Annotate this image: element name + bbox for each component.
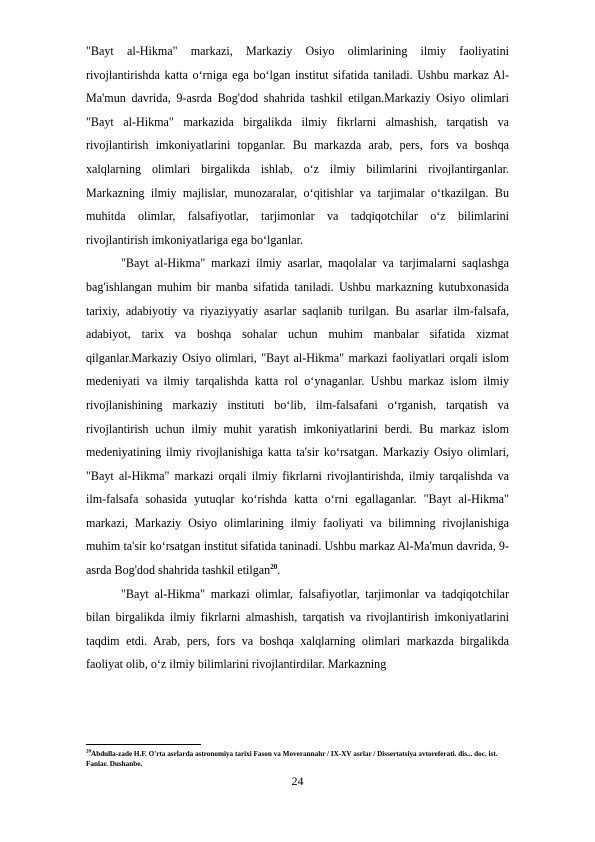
paragraph-1-text: "Bayt al-Hikma" markazi, Markaziy Osiyo olimlarining ilmiy faoliyatini rivojlantirishda katta o‘rniga ega bo‘lgan institut sifatida taniladi. Ushbu markaz Al-Ma'mun davrida, 9-asrda Bog'dod shahrida tashkil etilgan.Markaziy Osiyo olimlari "Bayt al-Hikma" markazida birgalikda ilmiy fikrlarni almashish, tarqatish va rivojlantirish imkoniyatlarini topganlar. Bu markazda arab, pers, fors va boshqa xalqlarning olimlari birgalikda ishlab, o‘z ilmiy bilimlarini rivojlantirganlar. Markazning ilmiy majlislar, munozaralar, o‘qitishlar va tarjimalar o‘tkazilgan. Bu muhitda olimlar, falsafiyotlar, tarjimonlar va tadqiqotchilar o‘z bilimlarini rivojlantirish imkoniyatlariga ega bo‘lganlar.	[86, 44, 509, 247]
paragraph-2-text: "Bayt al-Hikma" markazi ilmiy asarlar, maqolalar va tarjimalarni saqlashga bag'ishlangan muhim bir manba sifatida taniladi. Ushbu markazning kutubxonasida tarixiy, adabiyotiy va riyaziyyatiy asarlar saqlanib turilgan. Bu asarlar ilm-falsafa, adabiyot, tarix va boshqa sohalar uchun muhim manbalar sifatida xizmat qilganlar.Markaziy Osiyo olimlari, "Bayt al-Hikma" markazi faoliyatlari orqali islom medeniyati va ilmiy tarqalishda katta rol o‘ynaganlar. Ushbu markaz islom ilmiy rivojlanishining markaziy instituti bo‘lib, ilm-falsafani o‘rganish, tarqatish va rivojlantirish uchun ilmiy muhit yaratish imkoniyatlarini berdi. Bu markaz islom medeniyatining ilmiy rivojlanishiga katta ta'sir ko‘rsatgan. Markaziy Osiyo olimlari, "Bayt al-Hikma" markazi orqali ilmiy fikrlarni rivojlantirishda, ilmiy tarqalishda va ilm-falsafa sohasida yutuqlar ko‘rishda katta o‘rni egallaganlar. "Bayt al-Hikma" markazi, Markaziy Osiyo olimlarining ilmiy faoliyati va bilimning rivojlanishiga muhim ta'sir ko‘rsatgan institut sifatida taninadi. Ushbu markaz Al-Ma'mun davrida, 9-asrda Bog'dod shahrida tashkil etilgan	[86, 256, 509, 578]
paragraph-3-text: "Bayt al-Hikma" markazi olimlar, falsafiyotlar, tarjimonlar va tadqiqotchilar bilan birgalikda ilmiy fikrlarni almashish, tarqatish va rivojlantirish imkoniyatlarini taqdim etdi. Arab, pers, fors va boshqa xalqlarning olimlari markazda birgalikda faoliyat olib, o‘z ilmiy bilimlarini rivojlantirdilar. Markazning	[86, 586, 509, 672]
document-body	[86, 40, 509, 677]
paragraph-1	[86, 40, 509, 252]
paragraph-2	[86, 252, 509, 582]
footnote	[86, 749, 509, 769]
footnote-text: Abdulla-zade H.F. O'rta asrlarda astronomiya tarixi Fason va Moverannahr / IX-XV asrlar / Dissertatsiya avtoreferati. dis... doc. ist. Fanlar. Dushanbe.	[86, 750, 498, 768]
page-number: 24	[291, 774, 304, 788]
footnote-number: 20	[86, 749, 91, 755]
footnote-divider	[86, 744, 201, 745]
paragraph-3	[86, 583, 509, 677]
footnote-reference[interactable]: 20	[270, 563, 278, 572]
paragraph-2-tail: .	[277, 563, 281, 578]
